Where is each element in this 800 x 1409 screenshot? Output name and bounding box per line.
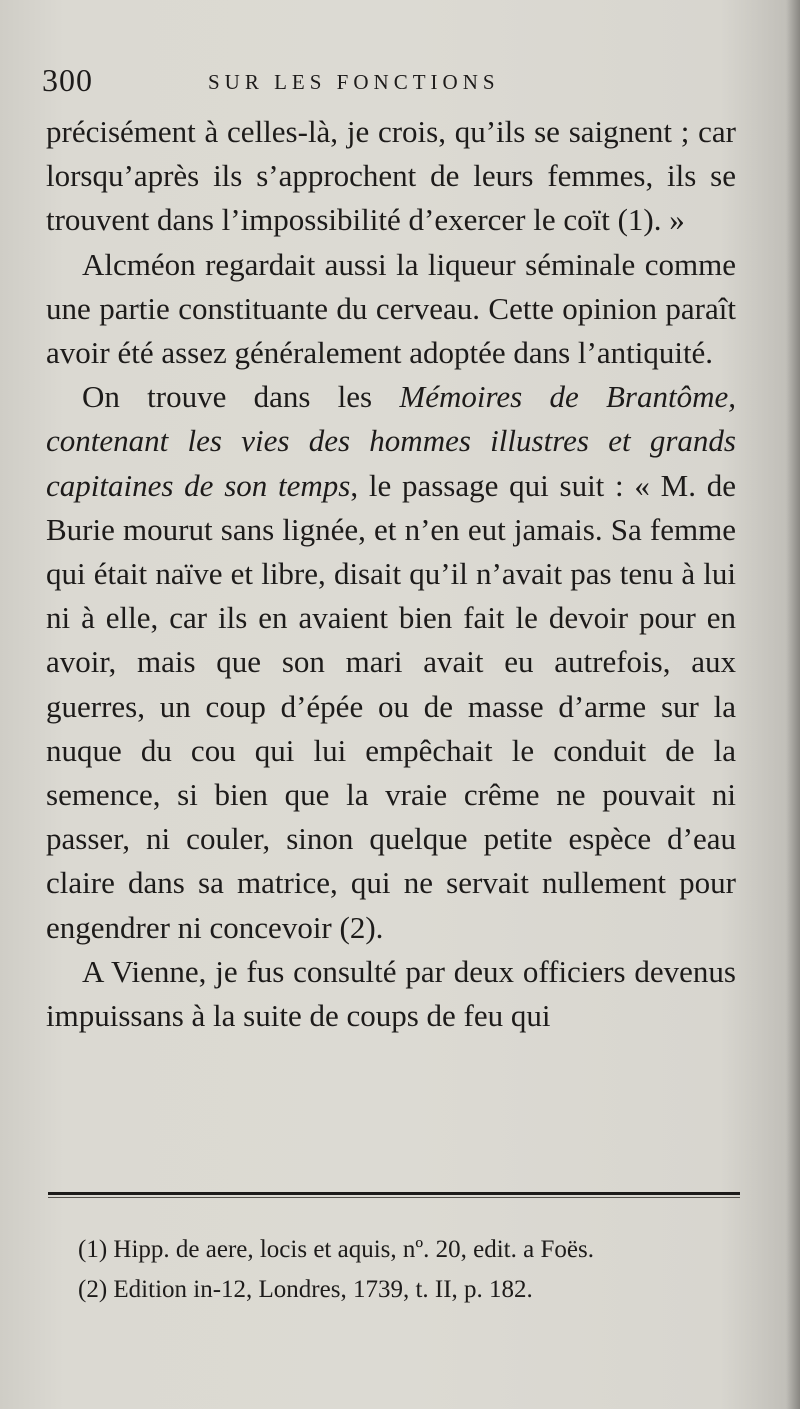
paragraph-3-quote: , le passage qui suit : « M. de Burie mourut sans lignée, et n’en eut jamais. Sa femme qui était naïve et libre, disait qu’il n’avait pas tenu à lui ni à elle, car ils en avaient bien fait le devoir pour en avoir, mais que son mari avait eu autrefois, aux guerres, un coup d’épée ou de masse d’arme sur la nuque du cou qui lui empêchait le conduit de la semence, si bien que la vraie crême ne pouvait ni passer, ni couler, sinon quelque petite espèce d’eau claire dans sa matrice, qui ne servait nullement pour engendrer ni concevoir (2). xyxy=(46,467,736,945)
book-title-brantome: Mémoires de Brantôme, contenant les vies des hommes illustres et grands capitaines de son temps xyxy=(46,379,736,503)
body-text xyxy=(46,110,736,1038)
footnote-rule xyxy=(48,1192,740,1195)
running-head: SUR LES FONCTIONS xyxy=(208,70,500,94)
paragraph-4: A Vienne, je fus consulté par deux officiers devenus impuissans à la suite de coups de feu qui xyxy=(46,953,736,1034)
footnotes xyxy=(46,1230,740,1310)
page-header xyxy=(40,62,740,102)
paragraph-3 xyxy=(46,375,736,950)
footnote-1: (1) Hipp. de aere, locis et aquis, nº. 20, edit. a Foës. xyxy=(78,1236,594,1263)
page-number: 300 xyxy=(42,62,93,98)
page-edge-shadow xyxy=(786,0,800,1409)
paragraph-2: Alcméon regardait aussi la liqueur séminale comme une partie constituante du cerveau. Cette opinion paraît avoir été assez généralement adoptée dans l’antiquité. xyxy=(46,246,736,371)
footnote-2: (2) Edition in-12, Londres, 1739, t. II, p. 182. xyxy=(78,1276,533,1303)
footnote-rule-thin xyxy=(48,1197,740,1198)
paragraph-1: précisément à celles-là, je crois, qu’ils se saignent ; car lorsqu’après ils s’approchent de leurs femmes, ils se trouvent dans l’impossibilité d’exercer le coït (1). » xyxy=(46,114,736,238)
paragraph-3-intro: On trouve dans les xyxy=(82,379,400,415)
